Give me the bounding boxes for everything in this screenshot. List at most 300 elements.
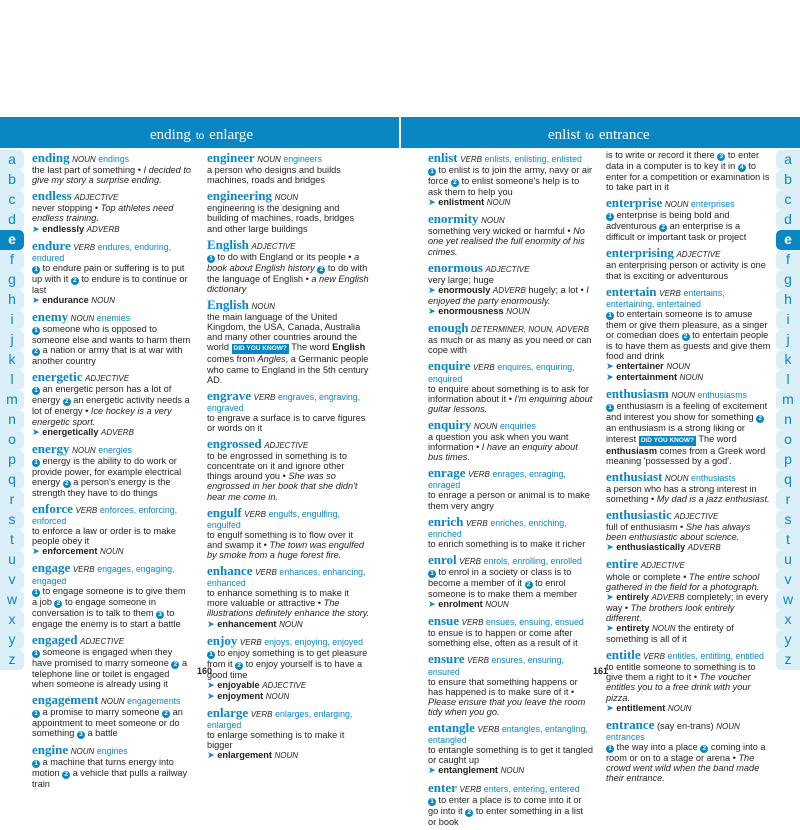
headword: ensure <box>428 651 465 667</box>
alphabet-tab-q[interactable]: q <box>0 470 24 490</box>
headword: enthusiast <box>606 468 663 484</box>
definition-text: to enter something in a list or book <box>428 805 584 827</box>
alphabet-tab-f[interactable]: f <box>776 250 800 270</box>
part-of-speech: NOUN <box>485 600 509 610</box>
dictionary-entry <box>32 441 193 498</box>
part-of-speech: NOUN <box>257 155 281 164</box>
arrow-icon: ➤ <box>207 750 218 761</box>
sense-number: 2 <box>525 581 533 589</box>
alphabet-tab-v[interactable]: v <box>776 570 800 590</box>
left-column-1 <box>32 150 193 792</box>
example-sentence: Please ensure that you leave the room tidy when you go. <box>428 696 586 717</box>
alphabet-tab-p[interactable]: p <box>0 450 24 470</box>
sense-number: 1 <box>32 327 40 335</box>
part-of-speech: VERB <box>75 505 98 515</box>
part-of-speech: NOUN <box>506 307 530 317</box>
definition-text: to engage someone in conversation is to talk to them <box>32 596 157 618</box>
definition-text: to engage someone is to give them a job <box>32 585 186 607</box>
headword: entitle <box>606 647 641 663</box>
arrow-icon: ➤ <box>207 679 218 690</box>
part-of-speech: NOUN <box>666 362 690 372</box>
part-of-speech: NOUN <box>486 198 511 208</box>
definition-text: to ensure that something happens or has happened is to make sure of it • <box>428 676 578 697</box>
headword: enormous <box>428 259 483 275</box>
example-sentence: a new English dictionary <box>207 273 369 294</box>
part-of-speech: VERB <box>643 652 666 662</box>
definition-text: to enter for a competition or examination is to take part in it <box>606 161 770 193</box>
part-of-speech: NOUN <box>265 691 290 701</box>
example-sentence: Ice hockey is a very energetic sport. <box>32 406 172 427</box>
inflections: enhances, enhancing, enhanced <box>207 567 366 589</box>
arrow-icon: ➤ <box>606 702 617 713</box>
inflections: endings <box>98 154 130 164</box>
inflections: enrages, enraging, enraged <box>428 469 566 491</box>
example-sentence: Angles <box>257 354 286 365</box>
example-sentence: She was so engrossed in her book that she didn't hear me come in. <box>207 471 358 502</box>
derived-word: enormousness <box>438 306 504 317</box>
headword: engaged <box>32 631 78 647</box>
definition-text: enthusiasm is a feeling of excitement and interest you show for something <box>606 401 768 423</box>
part-of-speech: VERB <box>472 363 495 373</box>
definition-text: to entertain someone is to amuse them or give them pleasure, as a singer or comedian does <box>606 308 768 340</box>
part-of-speech: NOUN <box>652 624 676 633</box>
definition-text: full of enthusiasm • <box>606 522 686 533</box>
part-of-speech: ADJECTIVE <box>85 374 130 384</box>
dictionary-entry <box>606 556 771 644</box>
dictionary-entry <box>32 501 193 557</box>
derived-word: entertainer <box>616 361 664 372</box>
sense-number: 1 <box>606 213 614 221</box>
inflections: engulfs, engulfing, engulfed <box>207 508 340 530</box>
example-sentence: I'm enquiring about guitar lessons. <box>428 393 593 414</box>
dictionary-entry <box>428 358 593 413</box>
alphabet-tab-m[interactable]: m <box>0 390 24 410</box>
definition-text: a nation or army that is at war with another country <box>32 345 183 367</box>
headword: engrossed <box>207 436 262 452</box>
derived-word: energetically <box>42 426 99 437</box>
inflections: ensues, ensuing, ensued <box>485 617 584 628</box>
arrow-icon: ➤ <box>428 306 439 317</box>
part-of-speech: NOUN <box>279 619 303 629</box>
definition-text: to entangle something is to get it tangled or caught up <box>428 745 593 766</box>
alphabet-tab-g[interactable]: g <box>0 270 24 290</box>
derived-form <box>32 546 97 556</box>
definition-text: the main language of the United Kingdom, the USA, Canada, Australia and many other countries around the world <box>207 312 361 353</box>
inflections: engineers <box>283 154 322 164</box>
derived-form <box>428 765 498 775</box>
example-sentence: The voucher entitles you to a free drink with your pizza. <box>606 672 751 703</box>
alphabet-tab-m[interactable]: m <box>776 390 800 410</box>
headword: English <box>207 296 249 312</box>
alphabet-tab-w[interactable]: w <box>0 590 24 610</box>
arrow-icon: ➤ <box>32 223 43 234</box>
alphabet-tab-w[interactable]: w <box>776 590 800 610</box>
definition-text: an enthusiasm is a strong liking or interest <box>606 423 745 444</box>
dictionary-entry <box>207 633 370 702</box>
sense-number: 1 <box>32 387 40 395</box>
definition-text: someone is engaged when they have promised to marry someone <box>32 646 173 668</box>
part-of-speech: NOUN <box>251 301 276 311</box>
dictionary-entry <box>428 720 593 776</box>
alphabet-tab-n[interactable]: n <box>0 410 24 430</box>
dictionary-entry <box>32 560 193 628</box>
headword: enough <box>428 320 469 336</box>
alphabet-tab-x[interactable]: x <box>776 610 800 630</box>
definition-text: to ensue is to happen or come after something else, often as a result of it <box>428 628 578 649</box>
dictionary-entry <box>32 742 193 789</box>
part-of-speech: ADJECTIVE <box>676 250 721 260</box>
alphabet-tab-a[interactable]: a <box>0 150 24 170</box>
headword: engulf <box>207 504 242 520</box>
definition-text: comes from a Greek word meaning 'possessed by a god'. <box>606 445 766 466</box>
alphabet-tab-v[interactable]: v <box>0 570 24 590</box>
sense-number: 1 <box>207 255 215 263</box>
example-sentence: I decided to give my story a surprise ending. <box>32 165 191 186</box>
alphabet-tab-q[interactable]: q <box>776 470 800 490</box>
dictionary-entry <box>207 388 370 433</box>
alphabet-tab-r[interactable]: r <box>776 490 800 510</box>
derived-word: entirety <box>616 623 650 633</box>
alphabet-tab-n[interactable]: n <box>776 410 800 430</box>
sense-number: 2 <box>700 745 708 753</box>
sense-number: 2 <box>235 662 243 670</box>
sense-number: 1 <box>606 745 614 753</box>
derived-form <box>428 599 483 609</box>
dictionary-entry <box>207 237 370 294</box>
dictionary-entry <box>207 297 370 385</box>
headword: enquire <box>428 358 471 374</box>
did-you-know-badge: DID YOU KNOW? <box>232 344 289 354</box>
example-sentence: a book about English history <box>207 251 360 273</box>
definition-text: to enforce a law or order is to make people obey it <box>32 526 177 547</box>
derived-form <box>606 372 677 382</box>
dictionary-entry <box>207 188 370 233</box>
sense-number: 1 <box>428 168 436 176</box>
example-sentence: She has always been enthusiastic about science. <box>606 522 751 543</box>
definition-text: The word <box>696 433 737 444</box>
alphabet-tab-c[interactable]: c <box>0 190 24 210</box>
sense-number: 1 <box>32 459 40 467</box>
sense-number: 1 <box>207 651 215 659</box>
alphabet-tab-r[interactable]: r <box>0 490 24 510</box>
part-of-speech: ADJECTIVE <box>74 193 119 203</box>
dictionary-entry <box>606 386 771 465</box>
dictionary-entry <box>207 505 370 560</box>
dictionary-entry <box>606 195 771 242</box>
right-column-2 <box>606 150 771 786</box>
part-of-speech: NOUN <box>72 155 96 164</box>
derived-form <box>32 427 98 437</box>
did-you-know-badge: DID YOU KNOW? <box>639 436 696 446</box>
inflections: entitles, entitling, entitled <box>667 651 764 662</box>
pronunciation: (say en-trans) <box>656 720 714 731</box>
definition-text: a machine that turns energy into motion <box>32 757 174 779</box>
inflections: entertains, entertaining, entertained <box>606 287 725 309</box>
sense-number: 2 <box>659 224 667 232</box>
definition-text: a telephone line or toilet is engaged when someone is already using it <box>32 657 188 689</box>
arrow-icon: ➤ <box>606 623 617 633</box>
example-sentence: The crowd went wild when the band made their entrance. <box>606 752 760 784</box>
derived-form <box>207 750 272 760</box>
alphabet-tab-f[interactable]: f <box>0 250 24 270</box>
headword: enthusiastic <box>606 507 672 523</box>
part-of-speech: NOUN <box>91 295 115 305</box>
derived-form <box>428 197 484 207</box>
example-sentence: I have an enquiry about bus times. <box>428 442 578 463</box>
headword: ensue <box>428 613 460 629</box>
definition-text: to enter a place is to come into it or go into it <box>428 794 582 816</box>
part-of-speech: VERB <box>460 155 482 164</box>
definition-text: enterprise is being bold and adventurous <box>606 210 730 232</box>
dictionary-entry <box>428 613 593 648</box>
page-number-right: 161 <box>593 666 609 676</box>
dictionary-entry <box>32 632 193 689</box>
definition-text: whole or complete • <box>606 571 689 582</box>
example-sentence: I enjoyed the party enormously. <box>428 284 589 306</box>
part-of-speech: VERB <box>459 784 482 794</box>
derived-form <box>207 691 263 701</box>
headword: energetic <box>32 369 83 385</box>
part-of-speech: ADJECTIVE <box>264 441 309 451</box>
headword: engineering <box>207 188 272 204</box>
inflections: enthusiasms <box>697 390 747 401</box>
alphabet-tab-o[interactable]: o <box>776 430 800 450</box>
definition-text: the entirety of something is all of it <box>606 623 734 645</box>
dictionary-entry <box>606 507 771 553</box>
sense-number: 2 <box>63 480 71 488</box>
alphabet-tab-p[interactable]: p <box>776 450 800 470</box>
definition-text: something very wicked or harmful • <box>428 226 574 237</box>
sense-number: 1 <box>32 650 40 658</box>
dictionary-entry <box>606 284 771 384</box>
definition-text: , a Germanic people who came to England in the 5th century AD. <box>207 354 369 385</box>
headword: engineer <box>207 150 255 165</box>
part-of-speech: VERB <box>477 725 500 735</box>
dictionary-entry <box>428 651 593 717</box>
headword: engage <box>32 560 71 576</box>
sense-number: 1 <box>428 570 436 578</box>
arrow-icon: ➤ <box>428 284 439 295</box>
definition-text: the last part of something • <box>32 165 144 176</box>
alphabet-tab-e[interactable]: e <box>0 230 24 250</box>
alphabet-tab-e[interactable]: e <box>776 230 800 250</box>
inflections: enthusiasts <box>691 472 736 483</box>
derived-word: endurance <box>42 294 89 305</box>
definition-text: a person who has a strong interest in something • <box>606 483 757 504</box>
part-of-speech: ADVERB <box>687 543 721 553</box>
alphabet-tab-o[interactable]: o <box>0 430 24 450</box>
derived-word: enlargement <box>217 750 272 761</box>
part-of-speech: VERB <box>253 392 276 402</box>
headword: enhance <box>207 563 253 579</box>
definition-text: to enrol someone is to make them a member <box>428 578 578 599</box>
dictionary-entry <box>207 150 370 185</box>
alphabet-tab-h[interactable]: h <box>776 290 800 310</box>
derived-word: enjoyment <box>217 690 264 701</box>
headword: enthusiasm <box>606 386 669 402</box>
part-of-speech: NOUN <box>473 421 498 431</box>
dictionary-entry <box>207 705 370 761</box>
alphabet-tab-l[interactable]: l <box>776 370 800 390</box>
headword: ending <box>32 150 70 165</box>
part-of-speech: VERB <box>467 656 489 666</box>
alphabet-tab-l[interactable]: l <box>0 370 24 390</box>
alphabet-tab-y[interactable]: y <box>0 630 24 650</box>
headword: enter <box>428 779 457 795</box>
headword: endless <box>32 188 72 204</box>
part-of-speech: ADJECTIVE <box>262 680 307 690</box>
dictionary-entry <box>428 514 593 549</box>
definition-text: to engage the enemy is to start a battle <box>32 607 181 629</box>
sense-number: 1 <box>32 710 40 718</box>
dictionary-entry <box>428 465 593 510</box>
alphabet-tab-z[interactable]: z <box>0 650 24 670</box>
alphabet-tab-z[interactable]: z <box>776 650 800 670</box>
headword: engagement <box>32 692 99 707</box>
dictionary-entry <box>32 692 193 739</box>
sense-number: 2 <box>62 771 70 779</box>
headword: energy <box>32 440 70 456</box>
dictionary-entry <box>207 563 370 630</box>
derived-form <box>207 619 277 629</box>
alphabet-tab-g[interactable]: g <box>776 270 800 290</box>
sense-number: 1 <box>606 312 614 320</box>
definition-text: coming into a room or on to a stage or arena • <box>606 741 766 763</box>
definition-text: to enlist someone's help is to ask them to help you <box>428 176 580 198</box>
sense-number: 1 <box>32 266 40 274</box>
inflections: enters, entering, entered <box>483 783 580 794</box>
headword: entire <box>606 556 639 572</box>
alphabet-tab-j[interactable]: j <box>776 330 800 350</box>
derived-word: entirely <box>616 591 649 602</box>
dictionary-entry <box>32 238 193 306</box>
alphabet-tab-c[interactable]: c <box>776 190 800 210</box>
page-gutter <box>399 117 401 148</box>
inflections: enjoys, enjoying, enjoyed <box>264 636 364 647</box>
inflections: engines <box>96 746 128 757</box>
running-head-first: ending <box>150 127 191 143</box>
definition-text: to engrave a surface is to carve figures or words on it <box>207 412 366 433</box>
part-of-speech: NOUN <box>70 314 95 324</box>
example-sentence: The brothers look entirely different. <box>606 602 735 623</box>
derived-word: entanglement <box>438 765 498 776</box>
part-of-speech: NOUN <box>99 547 124 557</box>
definition-text: to enrol in a society or class is to become a member of it <box>428 567 572 588</box>
bold-term: English <box>332 342 366 353</box>
alphabet-tab-h[interactable]: h <box>0 290 24 310</box>
running-head-to: to <box>585 131 594 142</box>
part-of-speech: ADJECTIVE <box>674 512 719 522</box>
alphabet-tab-b[interactable]: b <box>0 170 24 190</box>
part-of-speech: ADVERB <box>101 427 134 437</box>
alphabet-tab-y[interactable]: y <box>776 630 800 650</box>
definition-text: to do with England or its people • <box>215 251 355 262</box>
part-of-speech: NOUN <box>70 747 95 757</box>
dictionary-entry <box>606 245 771 280</box>
inflections: enlarges, enlarging, enlarged <box>207 709 353 731</box>
part-of-speech: VERB <box>465 518 488 528</box>
alphabet-tab-s[interactable]: s <box>0 510 24 530</box>
inflections: enrols, enrolling, enrolled <box>483 555 582 566</box>
part-of-speech: VERB <box>468 470 490 480</box>
alphabet-tab-d[interactable]: d <box>776 210 800 230</box>
alphabet-tab-t[interactable]: t <box>0 530 24 550</box>
definition-text: to enquire about something is to ask for information about it • <box>428 383 589 404</box>
derived-word: endlessly <box>42 223 85 234</box>
definition-text: never stopping • <box>32 203 101 214</box>
headword: entertain <box>606 283 657 299</box>
alphabet-tab-k[interactable]: k <box>0 350 24 370</box>
arrow-icon: ➤ <box>32 294 43 305</box>
derived-form <box>428 285 490 295</box>
part-of-speech: NOUN <box>481 216 505 226</box>
inflections: enquires, enquiring, enquired <box>428 362 575 384</box>
running-head-right <box>548 127 650 144</box>
derived-word: enlistment <box>438 197 485 208</box>
definition-text: completely; in every way • <box>606 591 769 613</box>
definition-text: to engulf something is to flow over it and swamp it • <box>207 529 354 550</box>
definition-text: a battle <box>84 728 118 739</box>
derived-word: enforcement <box>42 546 98 557</box>
running-head-last: entrance <box>598 127 650 143</box>
arrow-icon: ➤ <box>428 197 439 208</box>
part-of-speech: NOUN <box>716 721 740 731</box>
definition-text: to endure is to continue or last <box>32 273 188 295</box>
alphabet-tab-a[interactable]: a <box>776 150 800 170</box>
derived-word: enrolment <box>438 599 483 610</box>
definition-text: as much or as many as you need or can cope with <box>428 335 592 356</box>
alphabet-tab-d[interactable]: d <box>0 210 24 230</box>
alphabet-tab-j[interactable]: j <box>0 330 24 350</box>
part-of-speech: VERB <box>461 618 484 628</box>
derived-form <box>606 623 649 633</box>
definition-text: to enrage a person or animal is to make them very angry <box>428 490 590 511</box>
arrow-icon: ➤ <box>606 361 617 372</box>
alphabet-tab-b[interactable]: b <box>776 170 800 190</box>
definition-text: to enter data in a computer is to key it in <box>606 150 760 171</box>
headword: entrance <box>606 716 655 732</box>
headword: enlarge <box>207 705 249 721</box>
alphabet-tab-k[interactable]: k <box>776 350 800 370</box>
alphabet-tab-i[interactable]: i <box>776 310 800 330</box>
definition-text: to enjoy yourself is to have a good time <box>207 658 363 680</box>
alphabet-tab-t[interactable]: t <box>776 530 800 550</box>
sense-number: 2 <box>756 415 764 423</box>
dictionary-entry <box>606 717 771 783</box>
definition-text: someone who is opposed to someone else and wants to harm them <box>32 324 191 346</box>
sense-number: 2 <box>71 277 79 285</box>
dictionary-entry <box>32 188 193 234</box>
alphabet-tab-i[interactable]: i <box>0 310 24 330</box>
alphabet-tab-x[interactable]: x <box>0 610 24 630</box>
dictionary-entry <box>428 320 593 355</box>
dictionary-entry <box>606 469 771 504</box>
alphabet-tab-u[interactable]: u <box>0 550 24 570</box>
definition-text: to enjoy something is to get pleasure from it <box>207 647 368 669</box>
definition-text: hugely; a lot • <box>528 284 587 295</box>
headword: enormity <box>428 211 479 227</box>
part-of-speech: NOUN <box>667 703 692 713</box>
alphabet-tab-u[interactable]: u <box>776 550 800 570</box>
inflections: energies <box>98 444 132 455</box>
part-of-speech: ADJECTIVE <box>80 636 125 646</box>
sense-number: 1 <box>428 798 436 806</box>
alphabet-tab-s[interactable]: s <box>776 510 800 530</box>
page-number-left: 160 <box>197 666 213 676</box>
part-of-speech: NOUN <box>671 391 695 401</box>
headword: engrave <box>207 387 252 403</box>
headword: enemy <box>32 309 69 325</box>
